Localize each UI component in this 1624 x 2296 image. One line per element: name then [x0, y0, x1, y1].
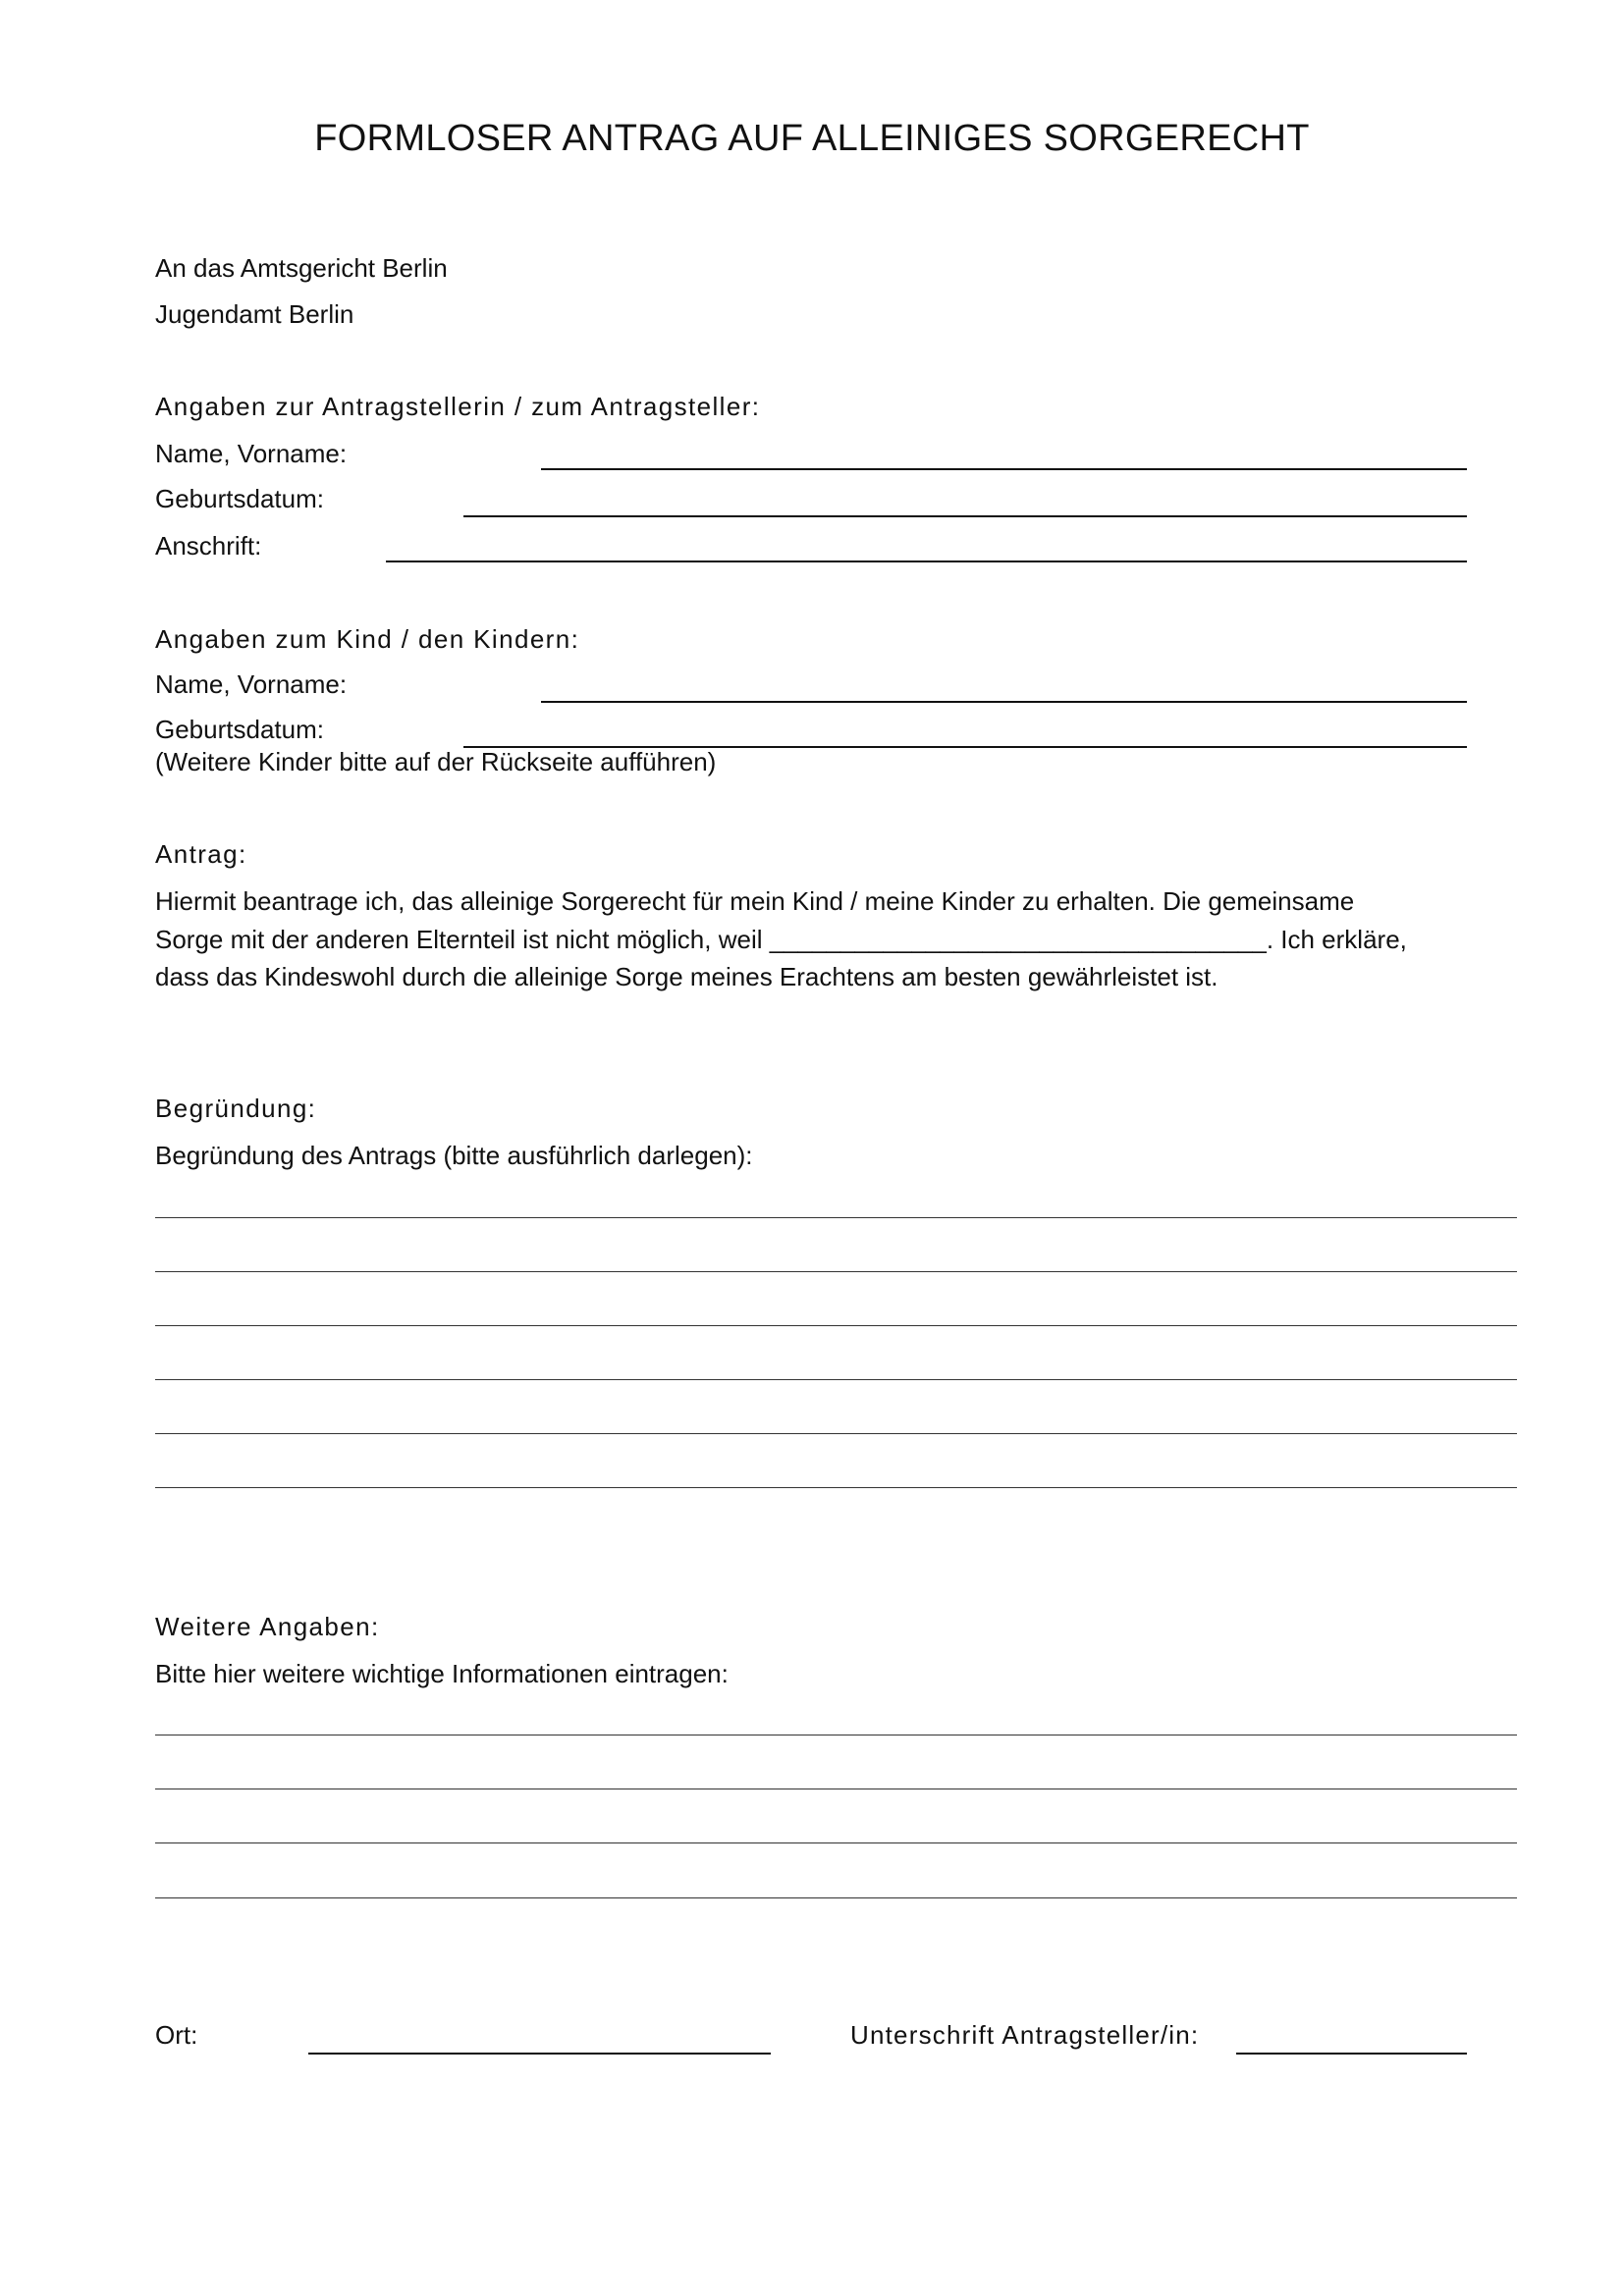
child-name-field[interactable] — [541, 701, 1467, 703]
signature-label: Unterschrift Antragsteller/in: — [850, 2020, 1200, 2050]
children-note: (Weitere Kinder bitte auf der Rückseite aufführen) — [155, 747, 717, 776]
recipient-youth-office: Jugendamt Berlin — [155, 299, 354, 329]
reasoning-line-1[interactable] — [155, 1217, 1517, 1218]
child-birthdate-label: Geburtsdatum: — [155, 715, 324, 744]
reasoning-heading: Begründung: — [155, 1094, 317, 1123]
document-title: FORMLOSER ANTRAG AUF ALLEINIGES SORGERECHT — [314, 118, 1310, 159]
child-name-label: Name, Vorname: — [155, 669, 348, 699]
reasoning-line-5[interactable] — [155, 1433, 1517, 1434]
signature-field[interactable] — [1236, 2053, 1467, 2055]
request-heading: Antrag: — [155, 839, 247, 869]
reasoning-line-2[interactable] — [155, 1271, 1517, 1272]
applicant-birthdate-label: Geburtsdatum: — [155, 484, 324, 513]
further-line-3[interactable] — [155, 1842, 1517, 1843]
applicant-address-label: Anschrift: — [155, 531, 262, 561]
recipient-court: An das Amtsgericht Berlin — [155, 253, 448, 283]
request-text-line: Sorge mit der anderen Elternteil ist nicht möglich, weil ___________________________________. Ich erkläre, — [155, 925, 1407, 954]
further-line-4[interactable] — [155, 1897, 1517, 1898]
applicant-heading: Angaben zur Antragstellerin / zum Antragsteller: — [155, 392, 761, 421]
applicant-birthdate-field[interactable] — [463, 515, 1467, 517]
children-heading: Angaben zum Kind / den Kindern: — [155, 624, 580, 654]
place-field[interactable] — [308, 2053, 771, 2055]
reasoning-instruction: Begründung des Antrags (bitte ausführlich darlegen): — [155, 1141, 753, 1170]
applicant-name-field[interactable] — [541, 468, 1467, 470]
place-label: Ort: — [155, 2020, 198, 2050]
reasoning-line-3[interactable] — [155, 1325, 1517, 1326]
applicant-name-label: Name, Vorname: — [155, 439, 348, 468]
applicant-address-field[interactable] — [386, 561, 1467, 562]
further-instruction: Bitte hier weitere wichtige Informationen eintragen: — [155, 1659, 729, 1688]
request-text-line: Hiermit beantrage ich, das alleinige Sorgerecht für mein Kind / meine Kinder zu erhalten. Die gemeinsame — [155, 886, 1355, 916]
further-heading: Weitere Angaben: — [155, 1612, 380, 1641]
reasoning-line-4[interactable] — [155, 1379, 1517, 1380]
reasoning-line-6[interactable] — [155, 1487, 1517, 1488]
request-text-line: dass das Kindeswohl durch die alleinige Sorge meines Erachtens am besten gewährleistet ist. — [155, 962, 1218, 991]
